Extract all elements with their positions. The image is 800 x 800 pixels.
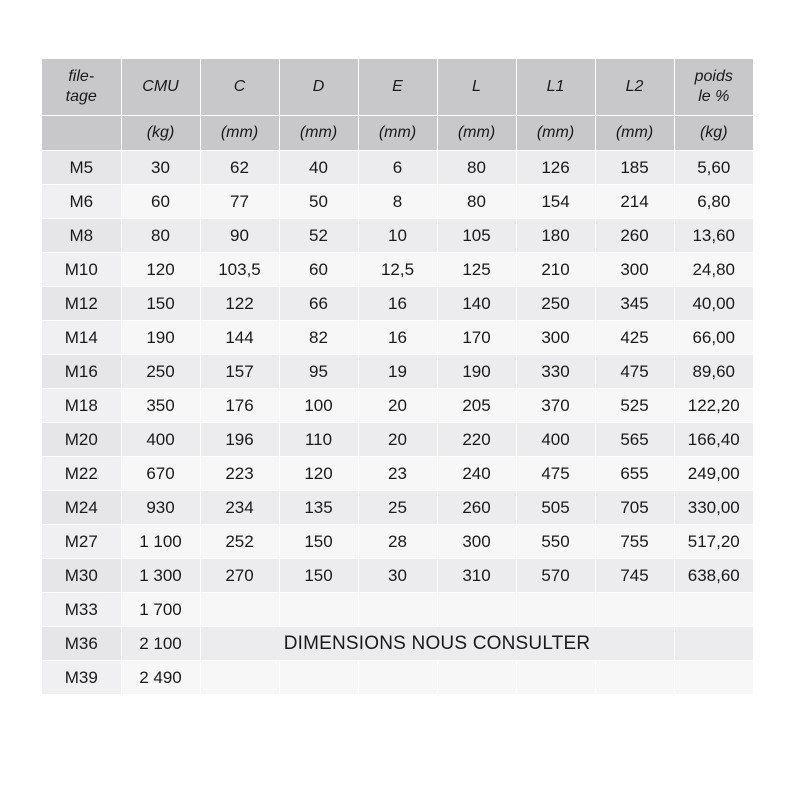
thread-cell: M18 bbox=[42, 389, 121, 423]
value-cell: 6 bbox=[358, 151, 437, 185]
empty-cell bbox=[279, 593, 358, 627]
value-cell: 505 bbox=[516, 491, 595, 525]
value-cell: 300 bbox=[516, 321, 595, 355]
value-cell: 425 bbox=[595, 321, 674, 355]
value-cell: 234 bbox=[200, 491, 279, 525]
value-cell: 400 bbox=[516, 423, 595, 457]
empty-cell bbox=[674, 593, 753, 627]
value-cell: 475 bbox=[595, 355, 674, 389]
empty-cell bbox=[516, 593, 595, 627]
value-cell: 66,00 bbox=[674, 321, 753, 355]
value-cell: 250 bbox=[516, 287, 595, 321]
unit-cell: (kg) bbox=[121, 116, 200, 151]
value-cell: 122,20 bbox=[674, 389, 753, 423]
value-cell: 240 bbox=[437, 457, 516, 491]
thread-cell: M24 bbox=[42, 491, 121, 525]
value-cell: 260 bbox=[437, 491, 516, 525]
table-row bbox=[42, 321, 753, 355]
table-row bbox=[42, 185, 753, 219]
value-cell: 16 bbox=[358, 287, 437, 321]
empty-cell bbox=[595, 593, 674, 627]
value-cell: 66 bbox=[279, 287, 358, 321]
value-cell: 210 bbox=[516, 253, 595, 287]
thread-cell: M8 bbox=[42, 219, 121, 253]
value-cell: 475 bbox=[516, 457, 595, 491]
empty-cell bbox=[200, 593, 279, 627]
thread-cell: M6 bbox=[42, 185, 121, 219]
table-row bbox=[42, 423, 753, 457]
thread-cell: M20 bbox=[42, 423, 121, 457]
value-cell: 185 bbox=[595, 151, 674, 185]
value-cell: 350 bbox=[121, 389, 200, 423]
value-cell: 89,60 bbox=[674, 355, 753, 389]
value-cell: 13,60 bbox=[674, 219, 753, 253]
thread-cell: M10 bbox=[42, 253, 121, 287]
value-cell: 40,00 bbox=[674, 287, 753, 321]
unit-cell: (mm) bbox=[595, 116, 674, 151]
value-cell: 345 bbox=[595, 287, 674, 321]
table-row bbox=[42, 287, 753, 321]
table-row bbox=[42, 219, 753, 253]
value-cell: 23 bbox=[358, 457, 437, 491]
value-cell: 10 bbox=[358, 219, 437, 253]
thread-cell: M30 bbox=[42, 559, 121, 593]
value-cell: 400 bbox=[121, 423, 200, 457]
table-row bbox=[42, 355, 753, 389]
value-cell: 270 bbox=[200, 559, 279, 593]
value-cell: 705 bbox=[595, 491, 674, 525]
value-cell: 16 bbox=[358, 321, 437, 355]
value-cell: 190 bbox=[121, 321, 200, 355]
empty-cell bbox=[200, 661, 279, 695]
table-row bbox=[42, 593, 753, 627]
value-cell: 103,5 bbox=[200, 253, 279, 287]
thread-cell: M5 bbox=[42, 151, 121, 185]
value-cell: 95 bbox=[279, 355, 358, 389]
empty-cell bbox=[674, 661, 753, 695]
value-cell: 8 bbox=[358, 185, 437, 219]
table-row bbox=[42, 389, 753, 423]
value-cell: 25 bbox=[358, 491, 437, 525]
units-row bbox=[42, 116, 753, 151]
value-cell: 1 700 bbox=[121, 593, 200, 627]
value-cell: 125 bbox=[437, 253, 516, 287]
header-poids: poids le % bbox=[674, 59, 753, 116]
table-row bbox=[42, 253, 753, 287]
value-cell: 126 bbox=[516, 151, 595, 185]
value-cell: 80 bbox=[437, 151, 516, 185]
value-cell: 755 bbox=[595, 525, 674, 559]
value-cell: 223 bbox=[200, 457, 279, 491]
empty-cell bbox=[279, 661, 358, 695]
empty-cell bbox=[516, 661, 595, 695]
empty-cell bbox=[358, 593, 437, 627]
value-cell: 122 bbox=[200, 287, 279, 321]
table-row bbox=[42, 559, 753, 593]
value-cell: 249,00 bbox=[674, 457, 753, 491]
value-cell: 24,80 bbox=[674, 253, 753, 287]
unit-cell bbox=[42, 116, 121, 151]
value-cell: 20 bbox=[358, 389, 437, 423]
value-cell: 82 bbox=[279, 321, 358, 355]
value-cell: 330 bbox=[516, 355, 595, 389]
unit-cell: (mm) bbox=[437, 116, 516, 151]
thread-cell: M12 bbox=[42, 287, 121, 321]
header-l2: L2 bbox=[595, 59, 674, 116]
value-cell: 250 bbox=[121, 355, 200, 389]
value-cell: 260 bbox=[595, 219, 674, 253]
thread-cell: M27 bbox=[42, 525, 121, 559]
value-cell: 77 bbox=[200, 185, 279, 219]
value-cell: 52 bbox=[279, 219, 358, 253]
value-cell: 20 bbox=[358, 423, 437, 457]
value-cell: 1 300 bbox=[121, 559, 200, 593]
value-cell: 196 bbox=[200, 423, 279, 457]
table-row bbox=[42, 491, 753, 525]
value-cell: 105 bbox=[437, 219, 516, 253]
value-cell: 150 bbox=[279, 525, 358, 559]
value-cell: 12,5 bbox=[358, 253, 437, 287]
empty-cell bbox=[437, 661, 516, 695]
value-cell: 310 bbox=[437, 559, 516, 593]
empty-cell bbox=[595, 661, 674, 695]
header-c: C bbox=[200, 59, 279, 116]
thread-cell: M39 bbox=[42, 661, 121, 695]
value-cell: 170 bbox=[437, 321, 516, 355]
header-filetage: file- tage bbox=[42, 59, 121, 116]
empty-cell bbox=[358, 661, 437, 695]
value-cell: 166,40 bbox=[674, 423, 753, 457]
value-cell: 2 490 bbox=[121, 661, 200, 695]
value-cell: 745 bbox=[595, 559, 674, 593]
value-cell: 517,20 bbox=[674, 525, 753, 559]
table-row bbox=[42, 525, 753, 559]
value-cell: 62 bbox=[200, 151, 279, 185]
header-e: E bbox=[358, 59, 437, 116]
unit-cell: (mm) bbox=[516, 116, 595, 151]
value-cell: 144 bbox=[200, 321, 279, 355]
value-cell: 2 100 bbox=[121, 627, 200, 661]
value-cell: 930 bbox=[121, 491, 200, 525]
value-cell: 370 bbox=[516, 389, 595, 423]
thread-cell: M16 bbox=[42, 355, 121, 389]
value-cell: 670 bbox=[121, 457, 200, 491]
value-cell: 300 bbox=[437, 525, 516, 559]
value-cell: 28 bbox=[358, 525, 437, 559]
value-cell: 30 bbox=[358, 559, 437, 593]
value-cell: 150 bbox=[279, 559, 358, 593]
thread-cell: M14 bbox=[42, 321, 121, 355]
value-cell: 565 bbox=[595, 423, 674, 457]
value-cell: 220 bbox=[437, 423, 516, 457]
value-cell: 100 bbox=[279, 389, 358, 423]
header-l: L bbox=[437, 59, 516, 116]
value-cell: 214 bbox=[595, 185, 674, 219]
header-row bbox=[42, 59, 753, 116]
value-cell: 154 bbox=[516, 185, 595, 219]
header-cmu: CMU bbox=[121, 59, 200, 116]
value-cell: 300 bbox=[595, 253, 674, 287]
value-cell: 110 bbox=[279, 423, 358, 457]
value-cell: 40 bbox=[279, 151, 358, 185]
value-cell: 180 bbox=[516, 219, 595, 253]
unit-cell: (mm) bbox=[200, 116, 279, 151]
value-cell: 50 bbox=[279, 185, 358, 219]
thread-cell: M22 bbox=[42, 457, 121, 491]
value-cell: 330,00 bbox=[674, 491, 753, 525]
value-cell: 252 bbox=[200, 525, 279, 559]
value-cell: 120 bbox=[279, 457, 358, 491]
value-cell: 205 bbox=[437, 389, 516, 423]
header-l1: L1 bbox=[516, 59, 595, 116]
unit-cell: (mm) bbox=[358, 116, 437, 151]
value-cell: 1 100 bbox=[121, 525, 200, 559]
consult-note: DIMENSIONS NOUS CONSULTER bbox=[200, 627, 674, 661]
value-cell: 176 bbox=[200, 389, 279, 423]
table-row bbox=[42, 661, 753, 695]
value-cell: 6,80 bbox=[674, 185, 753, 219]
value-cell: 120 bbox=[121, 253, 200, 287]
header-d: D bbox=[279, 59, 358, 116]
value-cell: 157 bbox=[200, 355, 279, 389]
value-cell: 638,60 bbox=[674, 559, 753, 593]
value-cell: 135 bbox=[279, 491, 358, 525]
value-cell: 190 bbox=[437, 355, 516, 389]
value-cell: 655 bbox=[595, 457, 674, 491]
unit-cell: (kg) bbox=[674, 116, 753, 151]
value-cell: 5,60 bbox=[674, 151, 753, 185]
value-cell: 80 bbox=[437, 185, 516, 219]
value-cell: 30 bbox=[121, 151, 200, 185]
empty-cell bbox=[674, 627, 753, 661]
value-cell: 140 bbox=[437, 287, 516, 321]
empty-cell bbox=[437, 593, 516, 627]
value-cell: 19 bbox=[358, 355, 437, 389]
thread-cell: M36 bbox=[42, 627, 121, 661]
value-cell: 60 bbox=[121, 185, 200, 219]
value-cell: 60 bbox=[279, 253, 358, 287]
value-cell: 550 bbox=[516, 525, 595, 559]
value-cell: 80 bbox=[121, 219, 200, 253]
table-row bbox=[42, 457, 753, 491]
value-cell: 150 bbox=[121, 287, 200, 321]
value-cell: 90 bbox=[200, 219, 279, 253]
unit-cell: (mm) bbox=[279, 116, 358, 151]
thread-cell: M33 bbox=[42, 593, 121, 627]
table-row bbox=[42, 627, 753, 661]
dimensions-table bbox=[42, 59, 753, 695]
value-cell: 525 bbox=[595, 389, 674, 423]
value-cell: 570 bbox=[516, 559, 595, 593]
table-row bbox=[42, 151, 753, 185]
